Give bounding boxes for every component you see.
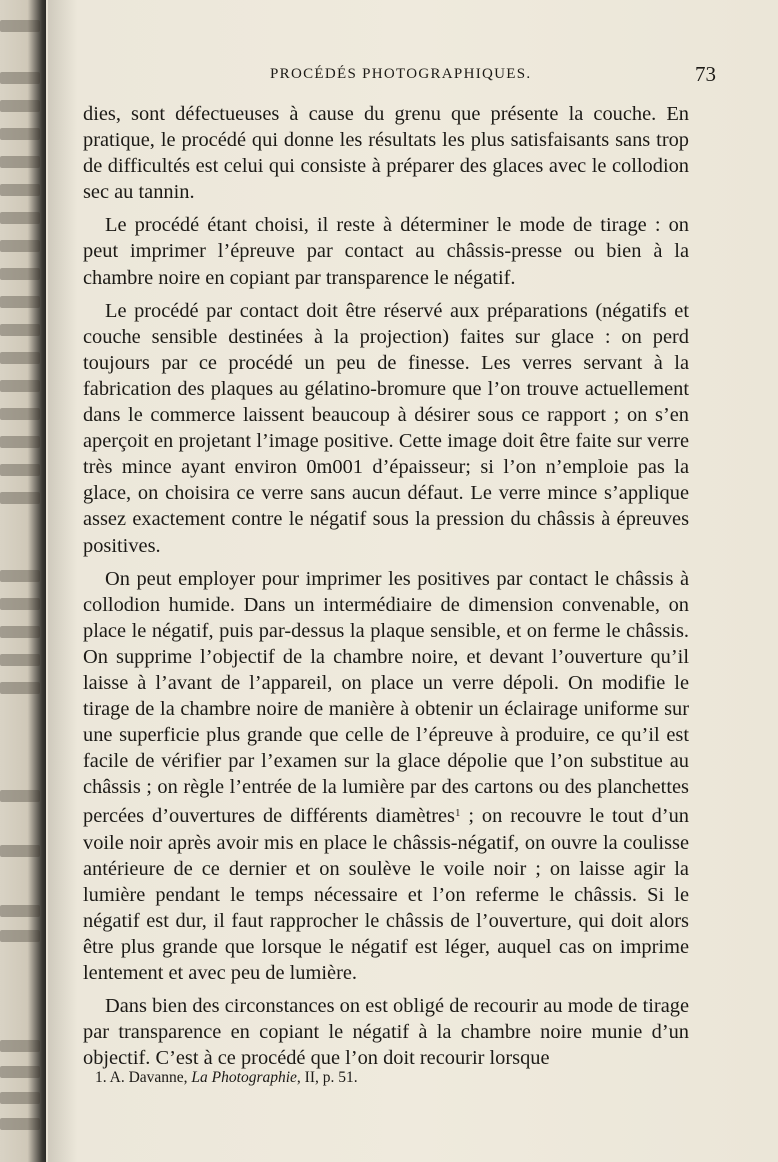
book-page bbox=[48, 0, 778, 1162]
body-text bbox=[83, 101, 689, 1078]
paragraph: dies, sont défectueuses à cause du grenu que présente la couche. En pratique, le procédé qui donne les résultats les plus satisfaisants sans trop de difficultés est celui qui consiste à préparer des glaces avec le collodion sec au tannin. bbox=[83, 103, 689, 204]
footnote-suffix: , II, p. 51. bbox=[296, 1069, 358, 1086]
footnote-marker: 1 bbox=[454, 807, 461, 820]
page-header bbox=[110, 62, 716, 92]
paragraph bbox=[83, 566, 689, 987]
facing-page-edge bbox=[0, 0, 46, 1162]
page-number: 73 bbox=[695, 62, 716, 86]
paragraph-part: On peut employer pour imprimer les positives par contact le châssis à collodion humide. Dans un intermédiaire de dimension convenable, on place le négatif, puis par-dessus la plaque sensible, et on ferme le châssis. On supprime l’objectif de la chambre noire, et devant l’ouverture qu’il laisse à l’avant de l’appareil, on place un verre dépoli. On modifie le tirage de la chambre noire de manière à obtenir un éclairage uniforme sur une superficie plus grande que celle de l’épreuve à produire, ce qu’il est facile de vérifier par l’examen sur la glace dépolie que l’on substitue au châssis ; on règle l’entrée de la lumière par des cartons ou des planchettes percées d’ouvertures de différents diamètres bbox=[83, 567, 689, 828]
footnote-prefix: 1. A. Davanne, bbox=[95, 1069, 192, 1086]
paragraph: Le procédé par contact doit être réservé aux préparations (négatifs et couche sensible destinées à la projection) faites sur glace : on perd toujours par ce procédé un peu de finesse. Les verres servant à la fabrication des plaques au gélatino-bromure que l’on trouve actuellement dans le commerce laissent beaucoup à désirer sous ce rapport ; on s’en aperçoit en projetant l’image positive. Cette image doit être faite sur verre très mince ayant environ 0m001 d’épaisseur; si l’on n’emploie pas la glace, on choisira ce verre sans aucun défaut. Le verre mince s’applique assez exactement contre le négatif sous la pression du châssis à épreuves positives. bbox=[83, 299, 689, 557]
footnote bbox=[95, 1069, 655, 1087]
paragraph-part: ; on recouvre le tout d’un voile noir après avoir mis en place le châssis-négatif, on ouvre la coulisse antérieure de ce dernier et on soulève le voile noir ; on laisse agir la lumière pendant le temps nécessaire et l’on referme le châssis. Si le négatif est dur, il faut rapprocher le châssis de l’ouverture, qui doit alors être plus grande que lorsque le négatif est léger, auquel cas on imprime lentement et avec peu de lumière. bbox=[83, 805, 689, 984]
footnote-title: La Photographie bbox=[191, 1069, 297, 1086]
running-title: PROCÉDÉS PHOTOGRAPHIQUES. bbox=[270, 66, 532, 82]
paragraph: Le procédé étant choisi, il reste à déterminer le mode de tirage : on peut imprimer l’épreuve par contact au châssis-presse ou bien à la chambre noire en copiant par transparence le négatif. bbox=[83, 214, 689, 289]
paragraph: Dans bien des circonstances on est obligé de recourir au mode de tirage par transparence en copiant le négatif à la chambre noire munie d’un objectif. C’est à ce procédé que l’on doit recourir lorsque bbox=[83, 995, 689, 1070]
